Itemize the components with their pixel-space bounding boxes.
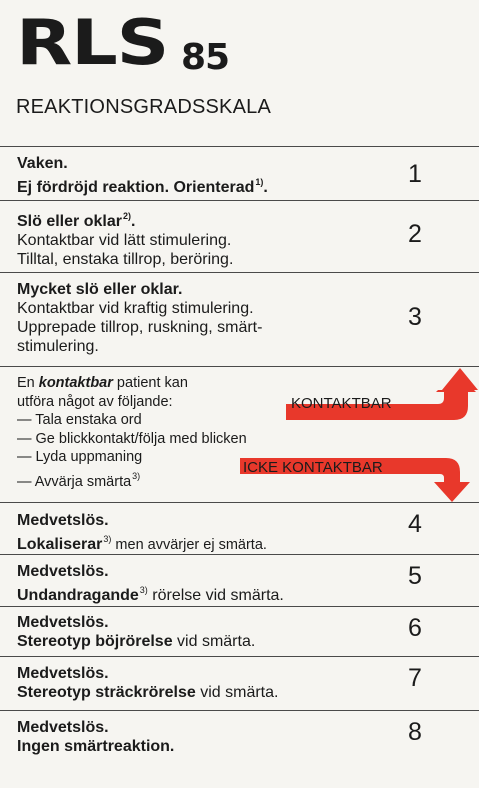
note-item: — Avvärja smärta$^{3)}$	[17, 470, 141, 490]
level-5-line1: Medvetslös.	[17, 563, 109, 580]
level-5-line2: Undandragande$^{3)}$ rörelse vid smärta.	[17, 585, 284, 604]
divider	[0, 502, 479, 503]
divider	[0, 200, 479, 201]
level-1-number: 1	[408, 160, 422, 188]
level-6-number: 6	[408, 614, 422, 642]
level-2-line2: Kontaktbar vid lätt stimulering.	[17, 232, 232, 249]
level-7-line2: Stereotyp sträckrörelse vid smärta.	[17, 684, 279, 701]
level-8	[17, 718, 174, 756]
divider	[0, 606, 479, 607]
divider	[0, 366, 479, 367]
level-5	[17, 562, 284, 605]
logo-main: RLS	[16, 6, 169, 79]
level-4-number: 4	[408, 510, 422, 538]
level-6-line2: Stereotyp böjrörelse vid smärta.	[17, 633, 256, 650]
note-item: — Lyda uppmaning	[17, 449, 143, 465]
level-1-line2: Ej fördröjd reaktion. Orienterad$^{1)}$.	[17, 177, 268, 196]
divider	[0, 656, 479, 657]
level-7-line1: Medvetslös.	[17, 665, 109, 682]
level-8-line2: Ingen smärtreaktion.	[17, 738, 175, 755]
level-2-line3: Tilltal, enstaka tillrop, beröring.	[17, 251, 234, 268]
level-8-number: 8	[408, 718, 422, 746]
level-6	[17, 613, 255, 651]
level-3-number: 3	[408, 303, 422, 331]
note-item: — Ge blickkontakt/följa med blicken	[17, 430, 247, 447]
logo-suffix: 85	[181, 37, 230, 78]
level-7-number: 7	[408, 664, 422, 692]
note-intro: En kontaktbar patient kan	[17, 375, 188, 391]
level-3-line1: Mycket slö eller oklar.	[17, 281, 183, 298]
note-intro-line2: utföra något av följande:	[17, 393, 173, 410]
note-item: — Tala enstaka ord	[17, 412, 142, 428]
level-4-line1: Medvetslös.	[17, 512, 109, 529]
divider	[0, 554, 479, 555]
level-1-line1: Vaken.	[17, 155, 68, 172]
divider	[0, 272, 479, 273]
divider	[0, 710, 479, 711]
page-title: REAKTIONSGRADSSKALA	[16, 96, 271, 118]
badge-kontaktbar: KONTAKTBAR	[291, 395, 392, 412]
level-3-line2: Kontaktbar vid kraftig stimulering.	[17, 300, 254, 317]
arrow-up-head-icon	[440, 364, 479, 396]
level-6-line1: Medvetslös.	[17, 614, 109, 631]
logo	[16, 6, 230, 79]
contact-note	[17, 374, 247, 491]
level-1	[17, 154, 268, 197]
divider	[0, 146, 479, 147]
level-5-number: 5	[408, 562, 422, 590]
level-3-line3: Upprepade tillrop, ruskning, smärt-	[17, 319, 263, 336]
level-2-line1: Slö eller oklar$^{2)}$.	[17, 211, 136, 230]
level-7	[17, 664, 278, 702]
level-8-line1: Medvetslös.	[17, 719, 109, 736]
level-4-line2: Lokaliserar$^{3)}$ men avvärjer ej smärta.	[17, 534, 267, 553]
level-3	[17, 280, 262, 356]
level-4	[17, 511, 267, 555]
badge-icke-kontaktbar: ICKE KONTAKTBAR	[243, 459, 383, 476]
level-2-number: 2	[408, 220, 422, 248]
level-2	[17, 207, 233, 269]
level-3-line4: stimulering.	[17, 338, 99, 355]
